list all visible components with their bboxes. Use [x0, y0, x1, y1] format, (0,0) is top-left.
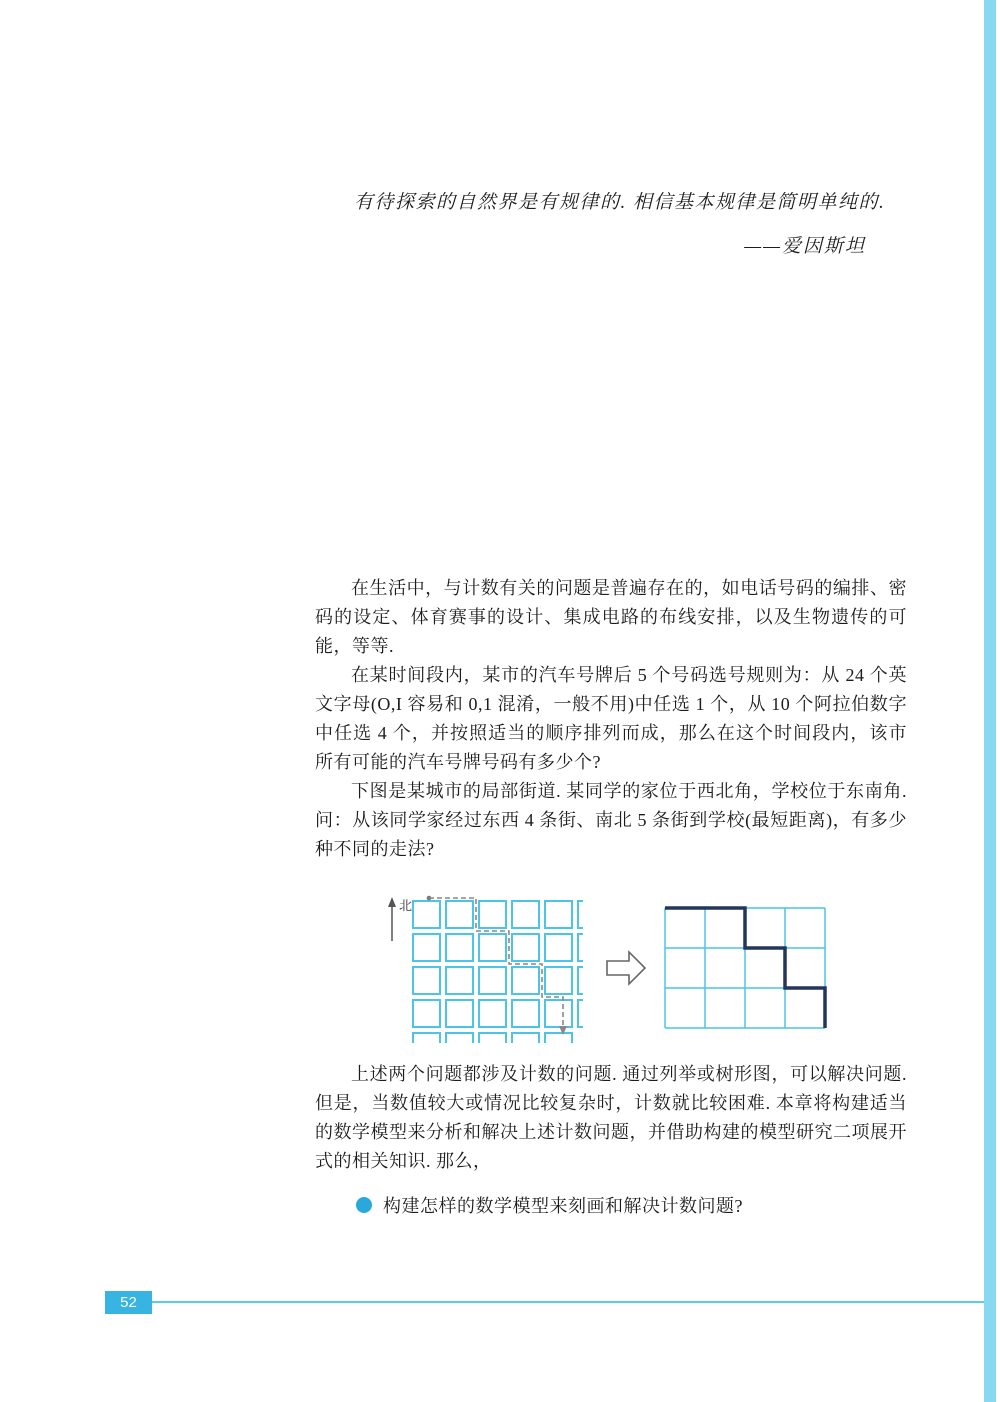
page-number-badge: [105, 1291, 152, 1314]
footer-rule: [152, 1301, 984, 1303]
paragraph-intro-1: 在生活中，与计数有关的问题是普遍存在的，如电话号码的编排、密码的设定、体育赛事的设计、集成电路的布线安排，以及生物遗传的可能，等等.: [315, 578, 907, 656]
page-number: 52: [120, 1294, 137, 1311]
quote-text: 有待探索的自然界是有规律的. 相信基本规律是简明单纯的.: [354, 192, 886, 213]
north-label: 北: [399, 898, 413, 913]
street-diagrams: [383, 893, 827, 1043]
grid-model-diagram: [663, 906, 827, 1030]
north-arrow-icon: [388, 897, 412, 941]
bullet-icon: [356, 1197, 372, 1213]
street-map-diagram: [383, 893, 583, 1043]
paragraph-intro-3: 下图是某城市的局部街道. 某同学的家位于西北角，学校位于东南角. 问：从该同学家经过东西 4 条街、南北 5 条街到学校(最短距离)，有多少种不同的走法?: [315, 781, 907, 859]
chapter-question: [356, 1192, 916, 1218]
transform-arrow-icon: [605, 947, 647, 989]
chapter-quote: [316, 186, 886, 264]
closing-paragraph: [315, 1060, 907, 1176]
quote-attribution: ——爱因斯坦: [744, 236, 866, 257]
intro-paragraphs: [315, 574, 907, 864]
paragraph-closing: 上述两个问题都涉及计数的问题. 通过列举或树形图，可以解决问题. 但是，当数值较大或情况比较复杂时，计数就比较困难. 本章将构建适当的数学模型来分析和解决上述计数问题，并借助构建的模型研究二项展开式的相关知识. 那么，: [315, 1064, 907, 1171]
question-text: 构建怎样的数学模型来刻画和解决计数问题?: [383, 1196, 743, 1216]
paragraph-intro-2: 在某时间段内，某市的汽车号牌后 5 个号码选号规则为：从 24 个英文字母(O,I 容易和 0,1 混淆，一般不用)中任选 1 个，从 10 个阿拉伯数字中任选 4 个，并按照适当的顺序排列而成，那么在这个时间段内，该市所有可能的汽车号牌号码有多少个?: [315, 665, 907, 772]
city-blocks: [413, 901, 583, 1043]
right-accent-bar: [984, 0, 996, 1402]
